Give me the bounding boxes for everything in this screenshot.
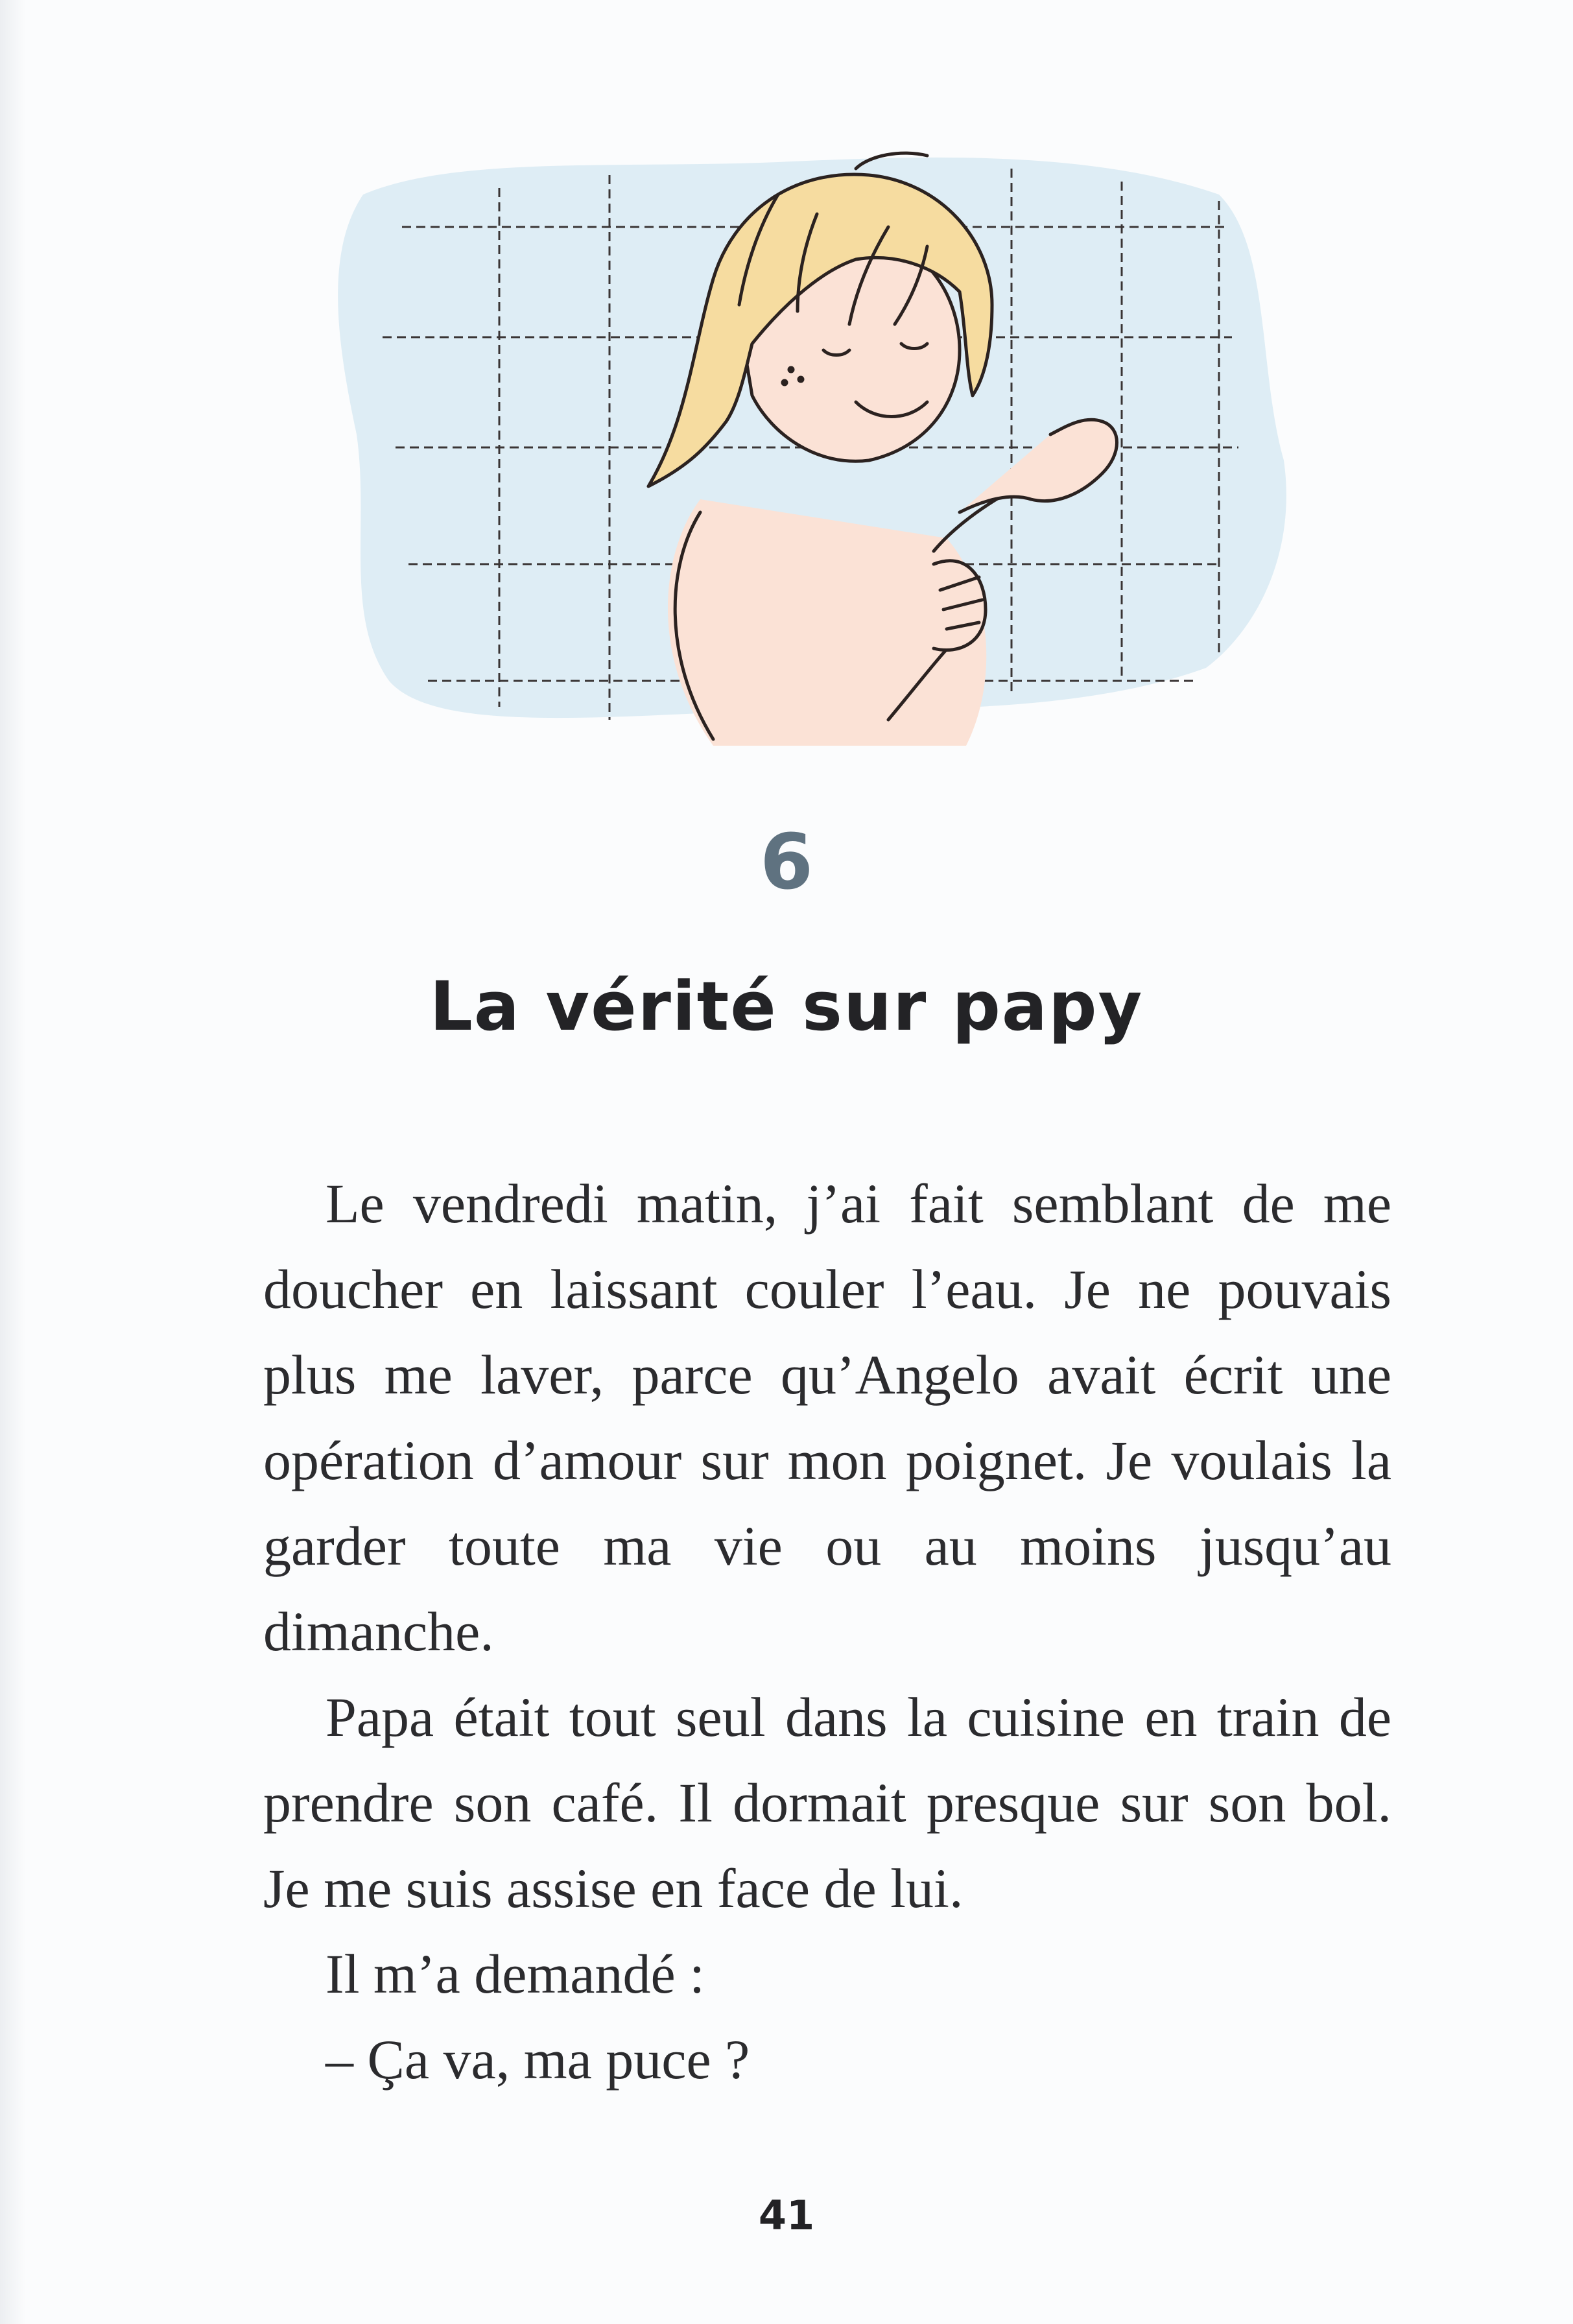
chapter-title: La vérité sur papy	[429, 967, 1144, 1046]
page-gutter-shadow	[0, 0, 26, 2324]
chapter-number: 6	[759, 817, 814, 907]
paragraph: Le vendredi matin, j’ai fait semblant de me doucher en laissant couler l’eau. Je ne pouvais plus me laver, parce qu’Angelo avait écrit une opération d’amour sur mon poignet. Je voulais la garder toute ma vie ou au moins jusqu’au dimanche.	[263, 1172, 1391, 1663]
chapter-illustration	[285, 97, 1336, 765]
paragraph: Il m’a demandé :	[325, 1943, 705, 2005]
body-text	[263, 1161, 1391, 2102]
page-number: 41	[758, 2192, 815, 2239]
paragraph: Papa était tout seul dans la cuisine en train de prendre son café. Il dormait presque sur son bol. Je me suis assise en face de lui.	[263, 1686, 1391, 1919]
paragraph: – Ça va, ma puce ?	[325, 2028, 750, 2091]
